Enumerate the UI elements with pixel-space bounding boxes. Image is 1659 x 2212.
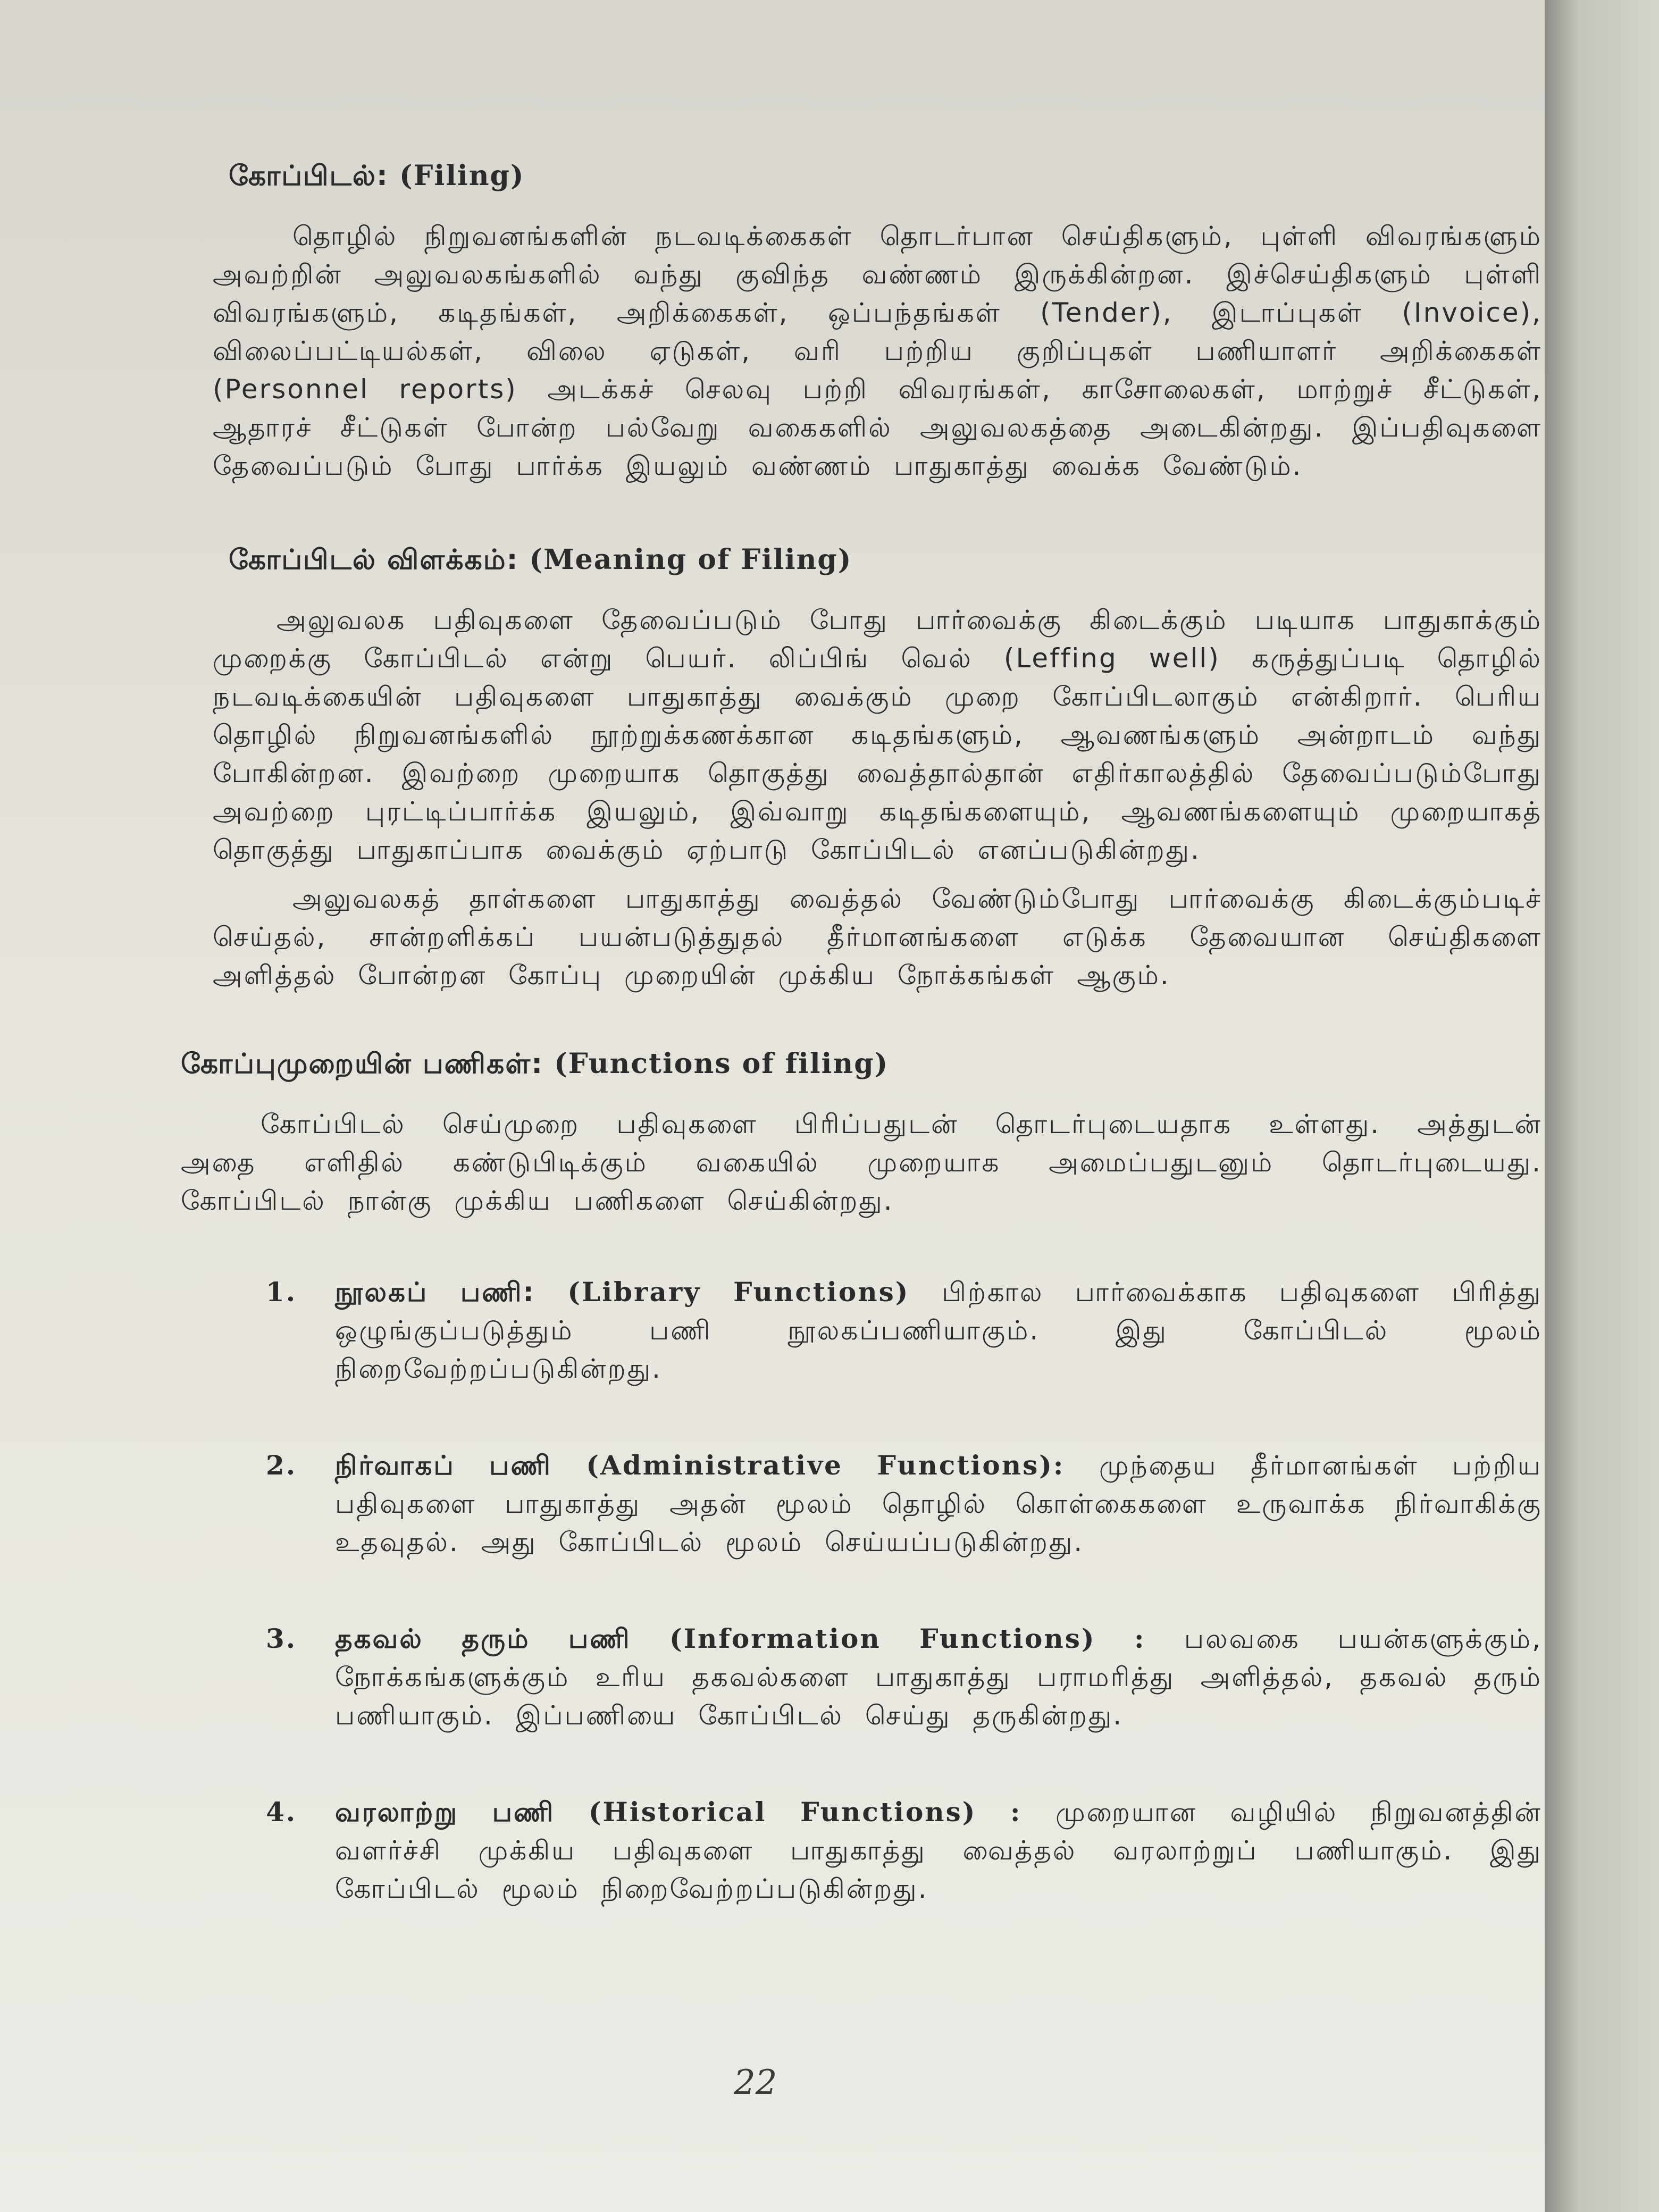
page-edge-shadow bbox=[1545, 0, 1659, 2212]
paragraph: கோப்பிடல் செய்முறை பதிவுகளை பிரிப்பதுடன் தொடர்புடையதாக உள்ளது. அத்துடன் அதை எளிதில் கண்டுபிடிக்கும் வகையில் முறையாக அமைப்பதுடனும் தொடர்புடையது. கோப்பிடல் நான்கு முக்கிய பணிகளை செய்கின்றது. bbox=[181, 1109, 1542, 1216]
section-heading-functions bbox=[181, 1048, 1542, 1084]
item-title-tamil: நிர்வாகப் பணி bbox=[335, 1450, 552, 1481]
list-item bbox=[266, 1793, 1542, 1908]
heading-english: (Meaning of Filing) bbox=[529, 543, 852, 576]
item-title-english: (Library Functions) bbox=[567, 1276, 910, 1308]
item-number: 2. bbox=[266, 1449, 297, 1481]
heading-english: (Filing) bbox=[399, 160, 525, 192]
item-number: 1. bbox=[266, 1276, 297, 1308]
list-item bbox=[266, 1446, 1542, 1561]
item-title-english: (Administrative Functions): bbox=[586, 1449, 1065, 1481]
item-title-tamil: நூலகப் பணி: bbox=[335, 1277, 535, 1308]
item-title-tamil: வரலாற்று பணி bbox=[335, 1797, 555, 1828]
paragraph: அலுவலக பதிவுகளை தேவைப்படும் போது பார்வைக்கு கிடைக்கும் படியாக பாதுகாக்கும் முறைக்கு கோப்பிடல் என்று பெயர். லிப்பிங் வெல் (Leffing well) கருத்துப்படி தொழில் நடவடிக்கையின் பதிவுகளை பாதுகாத்து வைக்கும் முறை கோப்பிடலாகும் என்கிறார். பெரிய தொழில் நிறுவனங்களில் நூற்றுக்கணக்கான கடிதங்களும், ஆவணங்களும் அன்றாடம் வந்து போகின்றன. இவற்றை முறையாக தொகுத்து வைத்தால்தான் எதிர்காலத்தில் தேவைப்படும்போது அவற்றை புரட்டிப்பார்க்க இயலும், இவ்வாறு கடிதங்களையும், ஆவணங்களையும் முறையாகத் தொகுத்து பாதுகாப்பாக வைக்கும் ஏற்பாடு கோப்பிடல் எனப்படுகின்றது. bbox=[213, 605, 1542, 865]
section-heading-meaning bbox=[229, 543, 1542, 580]
paragraph: தொழில் நிறுவனங்களின் நடவடிக்கைகள் தொடர்பான செய்திகளும், புள்ளி விவரங்களும் அவற்றின் அலுவலகங்களில் வந்து குவிந்த வண்ணம் இருக்கின்றன. இச்செய்திகளும் புள்ளி விவரங்களும், கடிதங்கள், அறிக்கைகள், ஒப்பந்தங்கள் (Tender), இடாப்புகள் (Invoice), விலைப்பட்டியல்கள், விலை ஏடுகள், வரி பற்றிய குறிப்புகள் பணியாளர் அறிக்கைகள் (Personnel reports) அடக்கச் செலவு பற்றி விவரங்கள், காசோலைகள், மாற்றுச் சீட்டுகள், ஆதாரச் சீட்டுகள் போன்ற பல்வேறு வகைகளில் அலுவலகத்தை அடைகின்றது. இப்பதிவுகளை தேவைப்படும் போது பார்க்க இயலும் வண்ணம் பாதுகாத்து வைக்க வேண்டும். bbox=[213, 221, 1542, 481]
item-title-english: (Historical Functions) : bbox=[588, 1796, 1022, 1828]
item-title bbox=[335, 1277, 942, 1308]
list-item bbox=[266, 1273, 1542, 1388]
section-heading-filing bbox=[229, 160, 1542, 196]
item-number: 3. bbox=[266, 1623, 297, 1654]
paragraph: அலுவலகத் தாள்களை பாதுகாத்து வைத்தல் வேண்டும்போது பார்வைக்கு கிடைக்கும்படிச் செய்தல், சான்றளிக்கப் பயன்படுத்துதல் தீர்மானங்களை எடுக்க தேவையான செய்திகளை அளித்தல் போன்றன கோப்பு முறையின் முக்கிய நோக்கங்கள் ஆகும். bbox=[213, 883, 1542, 991]
item-number: 4. bbox=[266, 1796, 297, 1828]
functions-list bbox=[181, 1273, 1542, 1908]
heading-tamil: கோப்புமுறையின் பணிகள்: bbox=[181, 1048, 543, 1080]
item-text: பலவகை பயன்களுக்கும், நோக்கங்களுக்கும் உரிய தகவல்களை பாதுகாத்து பராமரித்து அளித்தல், தகவல் தரும் பணியாகும். இப்பணியை கோப்பிடல் செய்து தருகின்றது. bbox=[335, 1623, 1542, 1731]
heading-english: (Functions of filing) bbox=[554, 1048, 889, 1080]
item-title bbox=[335, 1623, 1184, 1654]
item-title-tamil: தகவல் தரும் பணி bbox=[335, 1623, 631, 1654]
item-text: முந்தைய தீர்மானங்கள் பற்றிய பதிவுகளை பாதுகாத்து அதன் மூலம் தொழில் கொள்கைகளை உருவாக்க நிர்வாகிக்கு உதவுதல். அது கோப்பிடல் மூலம் செய்யப்படுகின்றது. bbox=[335, 1450, 1542, 1557]
heading-tamil: கோப்பிடல் விளக்கம்: bbox=[229, 544, 519, 576]
page-number: 22 bbox=[734, 2063, 777, 2102]
item-title bbox=[335, 1450, 1099, 1481]
item-text: பிற்கால பார்வைக்காக பதிவுகளை பிரித்து ஒழுங்குப்படுத்தும் பணி நூலகப்பணியாகும். இது கோப்பிடல் மூலம் நிறைவேற்றப்படுகின்றது. bbox=[335, 1277, 1542, 1384]
item-text: முறையான வழியில் நிறுவனத்தின் வளர்ச்சி முக்கிய பதிவுகளை பாதுகாத்து வைத்தல் வரலாற்றுப் பணியாகும். இது கோப்பிடல் மூலம் நிறைவேற்றப்படுகின்றது. bbox=[335, 1797, 1542, 1904]
list-item bbox=[266, 1620, 1542, 1735]
heading-tamil: கோப்பிடல்: bbox=[229, 160, 389, 192]
item-title-english: (Information Functions) : bbox=[669, 1623, 1146, 1654]
item-title bbox=[335, 1797, 1055, 1828]
document-body bbox=[181, 160, 1542, 1966]
